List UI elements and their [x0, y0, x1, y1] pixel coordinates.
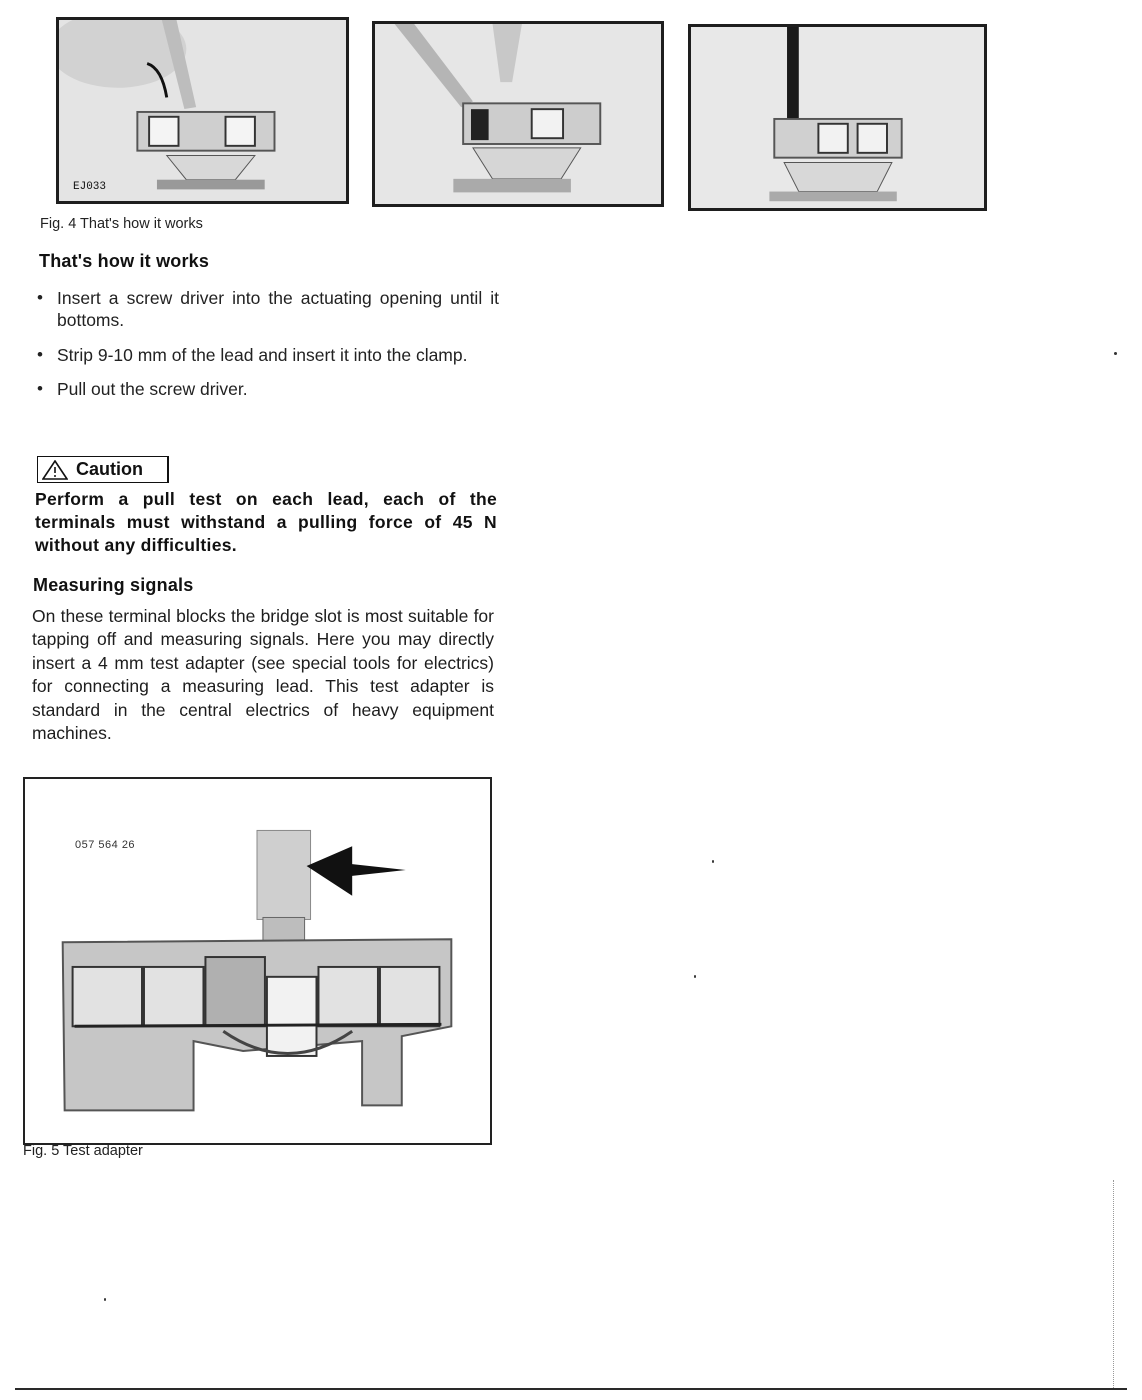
fig5-part-code: 057 564 26 — [75, 839, 136, 851]
warning-triangle-icon — [42, 460, 68, 480]
fig4-photo-insert-screwdriver — [56, 17, 349, 204]
fig4-photo-code: EJ033 — [73, 181, 107, 193]
caution-badge — [37, 456, 169, 483]
fig4-photo-insert-lead — [372, 21, 664, 207]
section-heading-how-it-works: That's how it works — [39, 251, 210, 271]
measuring-signals-paragraph: On these terminal blocks the bridge slot is most suitable for tapping off and measuring signals. Here you may directly insert a 4 mm test adapter (see special tools for electrics) for connecting a measuring lead. This test adapter is standard in the central electrics of heavy equipment machines. — [32, 606, 494, 744]
bullet-icon: • — [37, 379, 43, 398]
fig5-caption: Fig. 5 Test adapter — [23, 1143, 143, 1159]
caution-text: Perform a pull test on each lead, each of the terminals must withstand a pulling force of 45 N without any difficulties. — [35, 489, 497, 555]
bullet-icon: • — [37, 345, 43, 364]
scan-speck — [712, 860, 714, 863]
fig5-test-adapter-image — [23, 777, 492, 1145]
list-item-text: Strip 9-10 mm of the lead and insert it into the clamp. — [57, 345, 468, 365]
fig4-caption: Fig. 4 That's how it works — [40, 216, 203, 232]
bullet-icon: • — [37, 288, 43, 307]
list-item-text: Pull out the screw driver. — [57, 379, 248, 399]
fig4-photo-remove-screwdriver — [688, 24, 987, 211]
instruction-list — [37, 287, 499, 412]
caution-label: Caution — [76, 459, 143, 479]
list-item — [37, 378, 499, 400]
scan-speck — [104, 1298, 106, 1301]
page-bottom-rule — [15, 1388, 1127, 1390]
scan-speck — [694, 975, 696, 978]
scan-speck — [1114, 352, 1117, 355]
section-heading-measuring-signals: Measuring signals — [33, 575, 194, 595]
list-item — [37, 344, 499, 366]
list-item — [37, 287, 499, 331]
list-item-text: Insert a screw driver into the actuating opening until it bottoms. — [57, 288, 499, 330]
scan-edge-line — [1113, 1180, 1115, 1390]
